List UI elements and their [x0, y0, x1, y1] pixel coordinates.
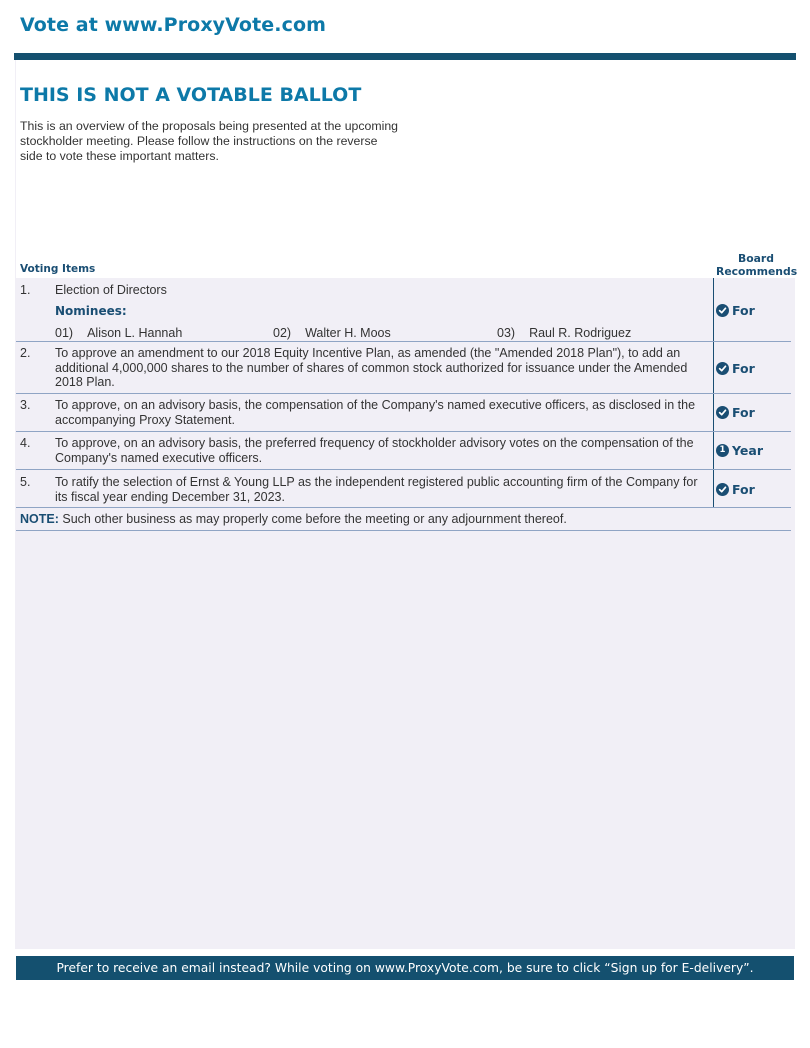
row-divider [16, 393, 791, 394]
number-one-circle-icon [716, 444, 729, 457]
item-number: 2. [20, 346, 31, 360]
header-divider-bar [14, 53, 796, 60]
item-text: To approve, on an advisory basis, the compensation of the Company's named executive officers, as disclosed in the accompanying Proxy Statement. [55, 398, 696, 427]
board-recommendation [716, 405, 755, 420]
recommendation-label: For [732, 303, 755, 318]
item-number: 5. [20, 475, 31, 489]
board-recommendation [716, 361, 755, 376]
nominee-name: Walter H. Moos [305, 326, 391, 340]
nominee-number: 01) [55, 326, 74, 340]
page-title: THIS IS NOT A VOTABLE BALLOT [20, 84, 362, 106]
vote-link[interactable]: Vote at www.ProxyVote.com [20, 14, 326, 36]
item-number: 3. [20, 398, 31, 412]
row-divider [16, 507, 791, 508]
recommendation-label: For [732, 405, 755, 420]
table-header-strip [16, 248, 796, 278]
nominee-number: 02) [273, 326, 292, 340]
board-recommends-header [716, 252, 796, 278]
nominees-label: Nominees: [55, 304, 127, 318]
row-divider [16, 341, 791, 342]
intro-paragraph: This is an overview of the proposals being presented at the upcoming stockholder meeting. Please follow the instructions on the reverse side to vote these important matters. [20, 119, 399, 163]
item-text: To ratify the selection of Ernst & Young LLP as the independent registered public accounting firm of the Company for its fiscal year ending December 31, 2023. [55, 475, 698, 504]
note-text: Such other business as may properly come before the meeting or any adjournment thereof. [58, 512, 567, 526]
recommendation-label: Year [732, 443, 763, 458]
note [20, 512, 567, 526]
recommendation-label: For [732, 482, 755, 497]
footer-text: Prefer to receive an email instead? While voting on www.ProxyVote.com, be sure to click “Sign up for E-delivery”. [56, 961, 754, 975]
check-circle-icon [716, 304, 729, 317]
nominee-number: 03) [497, 326, 516, 340]
item-text: Election of Directors [55, 283, 167, 297]
nominee-name: Alison L. Hannah [87, 326, 183, 340]
nominee [273, 326, 391, 340]
board-recommendation [716, 303, 755, 318]
recommendation-icon-text: 1 [719, 445, 726, 456]
nominee [55, 326, 182, 340]
nominee [497, 326, 631, 340]
note-label: NOTE: [20, 512, 59, 526]
item-text: To approve, on an advisory basis, the preferred frequency of stockholder advisory votes on the compensation of the Company's named executive officers. [55, 436, 694, 465]
item-number: 4. [20, 436, 31, 450]
check-circle-icon [716, 483, 729, 496]
board-recommendation [716, 443, 763, 458]
row-divider [16, 431, 791, 432]
board-header-line2: Recommends [716, 265, 798, 278]
recommendation-label: For [732, 361, 755, 376]
item-number: 1. [20, 283, 31, 297]
footer-banner [16, 956, 794, 980]
nominee-name: Raul R. Rodriguez [529, 326, 632, 340]
board-header-line1: Board [738, 252, 774, 265]
board-recommendation [716, 482, 755, 497]
item-text: To approve an amendment to our 2018 Equity Incentive Plan, as amended (the "Amended 2018 Plan"), to add an additional 4,000,000 shares to the number of shares of common stock authorized for issuance under the Amended 2018 Plan. [55, 346, 688, 389]
row-divider [16, 469, 791, 470]
voting-items-header: Voting Items [20, 263, 96, 275]
check-circle-icon [716, 406, 729, 419]
note-divider [16, 530, 791, 531]
check-circle-icon [716, 362, 729, 375]
